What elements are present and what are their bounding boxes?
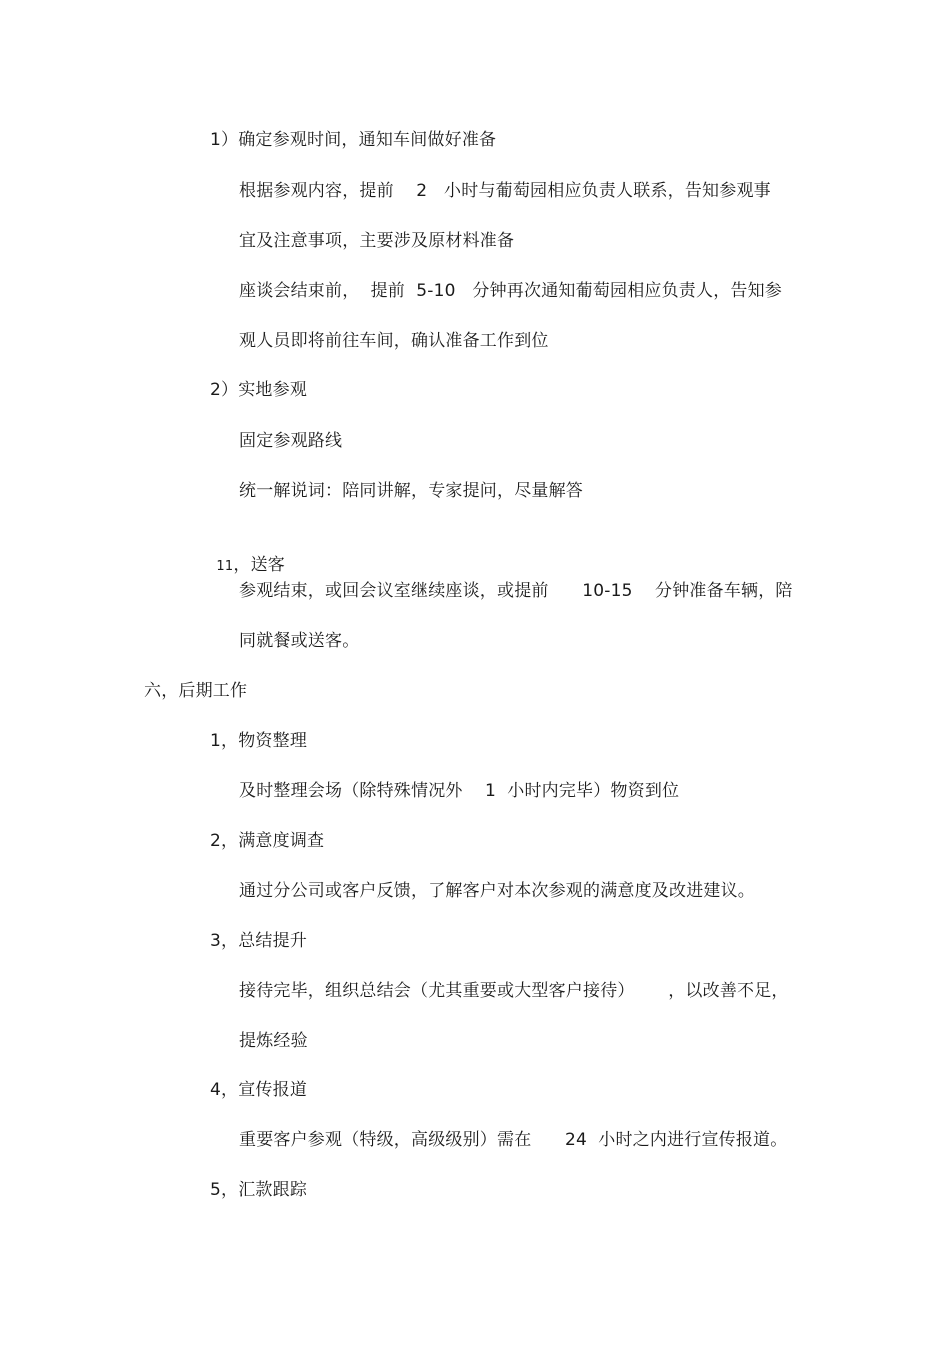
step-2-item-2: 统一解说词：陪同讲解，专家提问，尽量解答: [239, 481, 583, 501]
item-3-text-line-2: 提炼经验: [239, 1031, 308, 1051]
section-11-line-1: 参观结束，或回会议室继续座谈，或提前 10-15 分钟准备车辆，陪: [239, 581, 793, 601]
step-2-item-1: 固定参观路线: [239, 431, 343, 451]
step-1-paragraph-2-line-2: 观人员即将前往车间，确认准备工作到位: [239, 331, 549, 351]
item-4-heading: 4，宣传报道: [210, 1080, 308, 1100]
step-1-heading: 1）确定参观时间，通知车间做好准备: [210, 130, 497, 150]
item-2-heading: 2，满意度调查: [210, 831, 325, 851]
section-6-heading: 六，后期工作: [144, 681, 248, 701]
section-11-title: ，送客: [233, 555, 285, 575]
item-1-heading: 1，物资整理: [210, 731, 308, 751]
item-1-text: 及时整理会场（除特殊情况外 1 小时内完毕）物资到位: [239, 781, 680, 801]
item-3-heading: 3，总结提升: [210, 931, 308, 951]
step-1-paragraph-1-line-2: 宜及注意事项，主要涉及原材料准备: [239, 231, 515, 251]
step-2-heading: 2）实地参观: [210, 380, 308, 400]
item-2-text: 通过分公司或客户反馈，了解客户对本次参观的满意度及改进建议。: [239, 881, 755, 901]
step-1-paragraph-2-line-1: 座谈会结束前， 提前 5-10 分钟再次通知葡萄园相应负责人，告知参: [239, 281, 783, 301]
item-3-text-line-1: 接待完毕，组织总结会（尤其重要或大型客户接待） ，以改善不足，: [239, 981, 789, 1001]
item-4-text: 重要客户参观（特级，高级级别）需在 24 小时之内进行宣传报道。: [239, 1130, 788, 1150]
item-5-heading: 5，汇款跟踪: [210, 1180, 308, 1200]
section-11-line-2: 同就餐或送客。: [239, 631, 360, 651]
step-1-paragraph-1-line-1: 根据参观内容，提前 2 小时与葡萄园相应负责人联系，告知参观事: [239, 181, 771, 201]
section-11-number: 11: [216, 559, 234, 574]
